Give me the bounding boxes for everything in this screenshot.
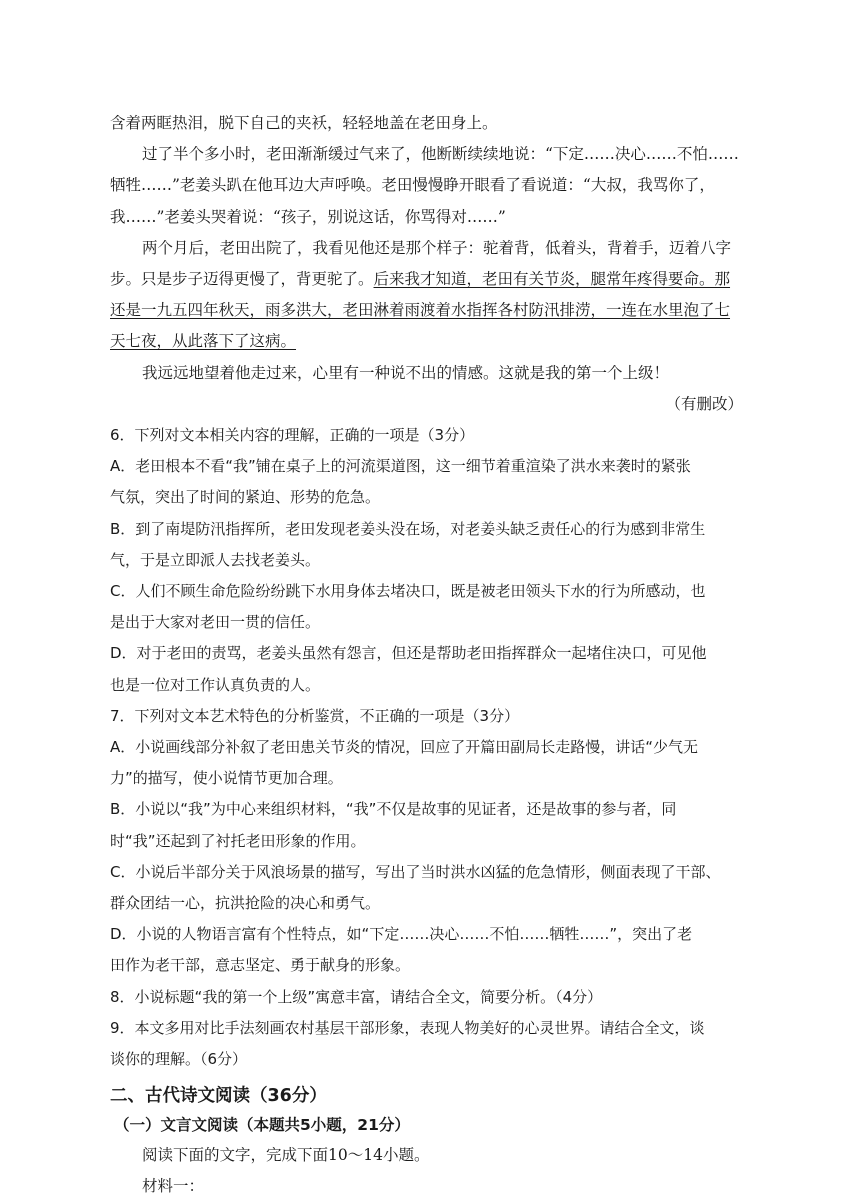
q7-option-line: B．小说以“我”为中心来组织材料，“我”不仅是故事的见证者，还是故事的参与者，同 (110, 800, 677, 819)
passage-line (110, 269, 730, 289)
q6-option-line: 也是一位对工作认真负责的人。 (110, 675, 321, 694)
reading-instruction: 阅读下面的文字，完成下面10～14小题。 (142, 1145, 430, 1164)
question-8: 8．小说标题“我的第一个上级”寓意丰富，请结合全文，简要分析。（4分） (110, 987, 603, 1006)
passage-line: 含着两眶热泪，脱下自己的夹袄，轻轻地盖在老田身上。 (110, 114, 498, 132)
passage-line: 两个月后，老田出院了，我看见他还是那个样子：驼着背，低着头，背着手，迈着八字 (142, 238, 732, 257)
passage-line: 牺牲……”老姜头趴在他耳边大声呼唤。老田慢慢睁开眼看了看说道：“大叔，我骂你了， (110, 176, 715, 195)
passage-text: 步。只是步子迈得更慢了，背更驼了。 (110, 270, 374, 288)
question-6-stem: 6．下列对文本相关内容的理解，正确的一项是（3分） (110, 426, 475, 444)
q6-option-line: A．老田根本不看“我”铺在桌子上的河流渠道图，这一细节着重渲染了洪水来袭时的紧张 (110, 457, 691, 476)
q6-option-line: C．人们不顾生命危险纷纷跳下水用身体去堵决口，既是被老田领头下水的行为所感动，也 (110, 582, 706, 600)
question-7-stem: 7．下列对文本艺术特色的分析鉴赏，不正确的一项是（3分） (110, 706, 520, 725)
underlined-passage: 天七夜，从此落下了这病。 (110, 332, 297, 351)
q7-option-line: 田作为老干部，意志坚定、勇于献身的形象。 (110, 956, 411, 975)
question-9-line: 谈你的理解。（6分） (110, 1050, 248, 1068)
section-2-subtitle: （一）文言文阅读（本题共5小题，21分） (114, 1116, 410, 1135)
underlined-passage: 还是一九五四年秋天，雨多洪大，老田淋着雨渡着水指挥各村防汛排涝，一连在水里泡了七 (110, 301, 731, 320)
q7-option-line: A．小说画线部分补叙了老田患关节炎的情况，回应了开篇田副局长走路慢，讲话“少气无 (110, 738, 699, 756)
passage-line: 我……”老姜头哭着说：“孩子，别说这话，你骂得对……” (110, 207, 506, 226)
source-note: （有删改） (665, 394, 743, 413)
q7-option-line: 力”的描写，使小说情节更加合理。 (110, 769, 343, 788)
section-2-title: 二、古代诗文阅读（36分） (110, 1086, 327, 1107)
material-label: 材料一： (142, 1176, 205, 1195)
passage-line: 过了半个多小时，老田渐渐缓过气来了，他断断续续地说：“下定……决心……不怕…… (142, 145, 739, 164)
q6-option-line: 气，于是立即派人去找老姜头。 (110, 550, 321, 569)
q7-option-line: C．小说后半部分关于风浪场景的描写，写出了当时洪水凶猛的危急情形，侧面表现了干部、 (110, 862, 721, 881)
question-9-line: 9．本文多用对比手法刻画农村基层干部形象，表现人物美好的心灵世界。请结合全文，谈 (110, 1018, 705, 1037)
q6-option-line: 是出于大家对老田一贯的信任。 (110, 613, 321, 632)
q6-option-line: 气氛，突出了时间的紧迫、形势的危急。 (110, 488, 381, 507)
q7-option-line: 群众团结一心，抗洪抢险的决心和勇气。 (110, 894, 381, 912)
q6-option-line: B．到了南堤防汛指挥所，老田发现老姜头没在场，对老姜头缺乏责任心的行为感到非常生 (110, 519, 706, 538)
q7-option-line: 时“我”还起到了衬托老田形象的作用。 (110, 831, 366, 850)
underlined-passage: 后来我才知道，老田有关节炎，腿常年疼得要命。那 (373, 270, 731, 288)
q7-option-line: D．小说的人物语言富有个性特点，如“下定……决心……不怕……牺牲……”，突出了老 (110, 925, 693, 944)
passage-line: 我远远地望着他走过来，心里有一种说不出的情感。这就是我的第一个上级！ (142, 363, 670, 382)
q6-option-line: D．对于老田的责骂，老姜头虽然有怨言，但还是帮助老田指挥群众一起堵住决口，可见他 (110, 644, 707, 663)
